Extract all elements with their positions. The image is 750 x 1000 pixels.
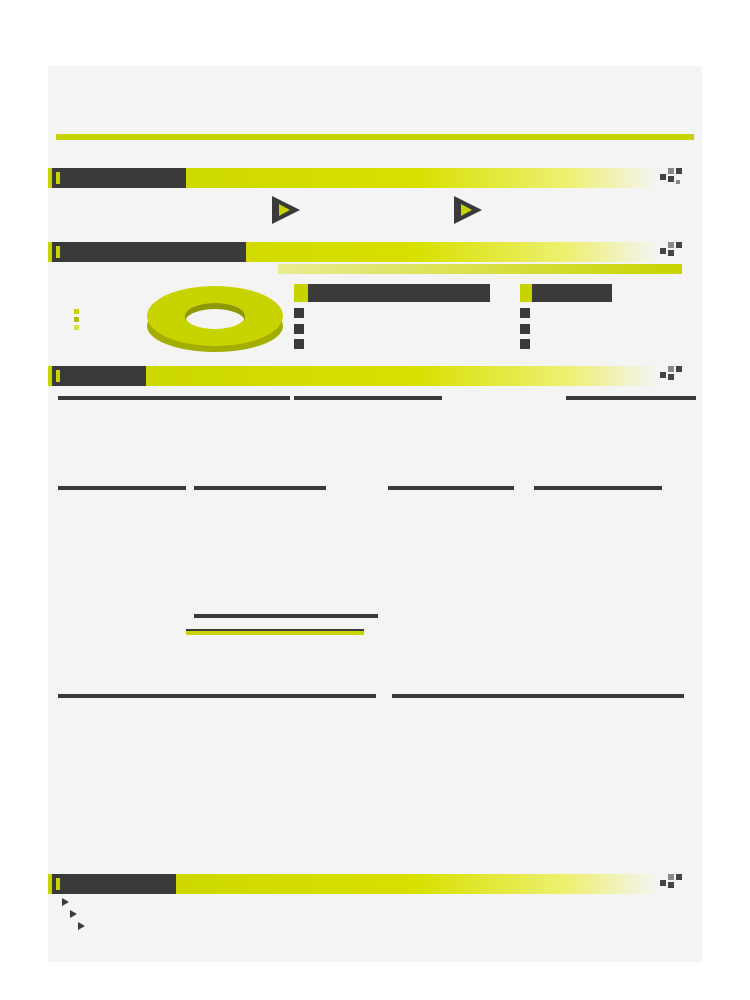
conclusion-1 — [62, 897, 72, 906]
conclusion-2 — [70, 909, 80, 918]
aim-legend — [74, 308, 82, 332]
arrow-bullet-icon — [78, 922, 85, 930]
conclusions-header — [48, 874, 702, 894]
method-title — [520, 284, 612, 302]
arrow-bullet-icon — [70, 910, 77, 918]
material-list — [294, 306, 318, 353]
according-table-title — [194, 614, 378, 618]
physical-chart-title — [534, 486, 662, 490]
arrow-right-icon — [270, 194, 302, 226]
donut-chart — [140, 276, 290, 358]
introduction-header — [48, 168, 702, 188]
aim-header — [48, 242, 702, 262]
poster — [48, 66, 702, 962]
improve-chart-title — [392, 694, 684, 698]
conclusion-3 — [78, 921, 88, 930]
difficult-chart-title — [194, 486, 326, 490]
satisfied-chart-title — [388, 486, 514, 490]
title-underline — [56, 134, 694, 140]
table-row — [186, 633, 364, 635]
arrow-bullet-icon — [62, 898, 69, 906]
mental-chart-title — [58, 694, 376, 698]
results-header — [48, 366, 702, 386]
waiting-chart-title — [58, 396, 290, 400]
expect-chart-title — [294, 396, 442, 400]
satisfaction-table — [186, 629, 364, 635]
arrow-right-icon-2 — [452, 194, 484, 226]
material-title — [294, 284, 490, 302]
fulfilled-chart-title — [566, 396, 696, 400]
method-list — [520, 306, 542, 353]
aim-banner — [278, 264, 682, 274]
pain-chart-title — [58, 486, 186, 490]
